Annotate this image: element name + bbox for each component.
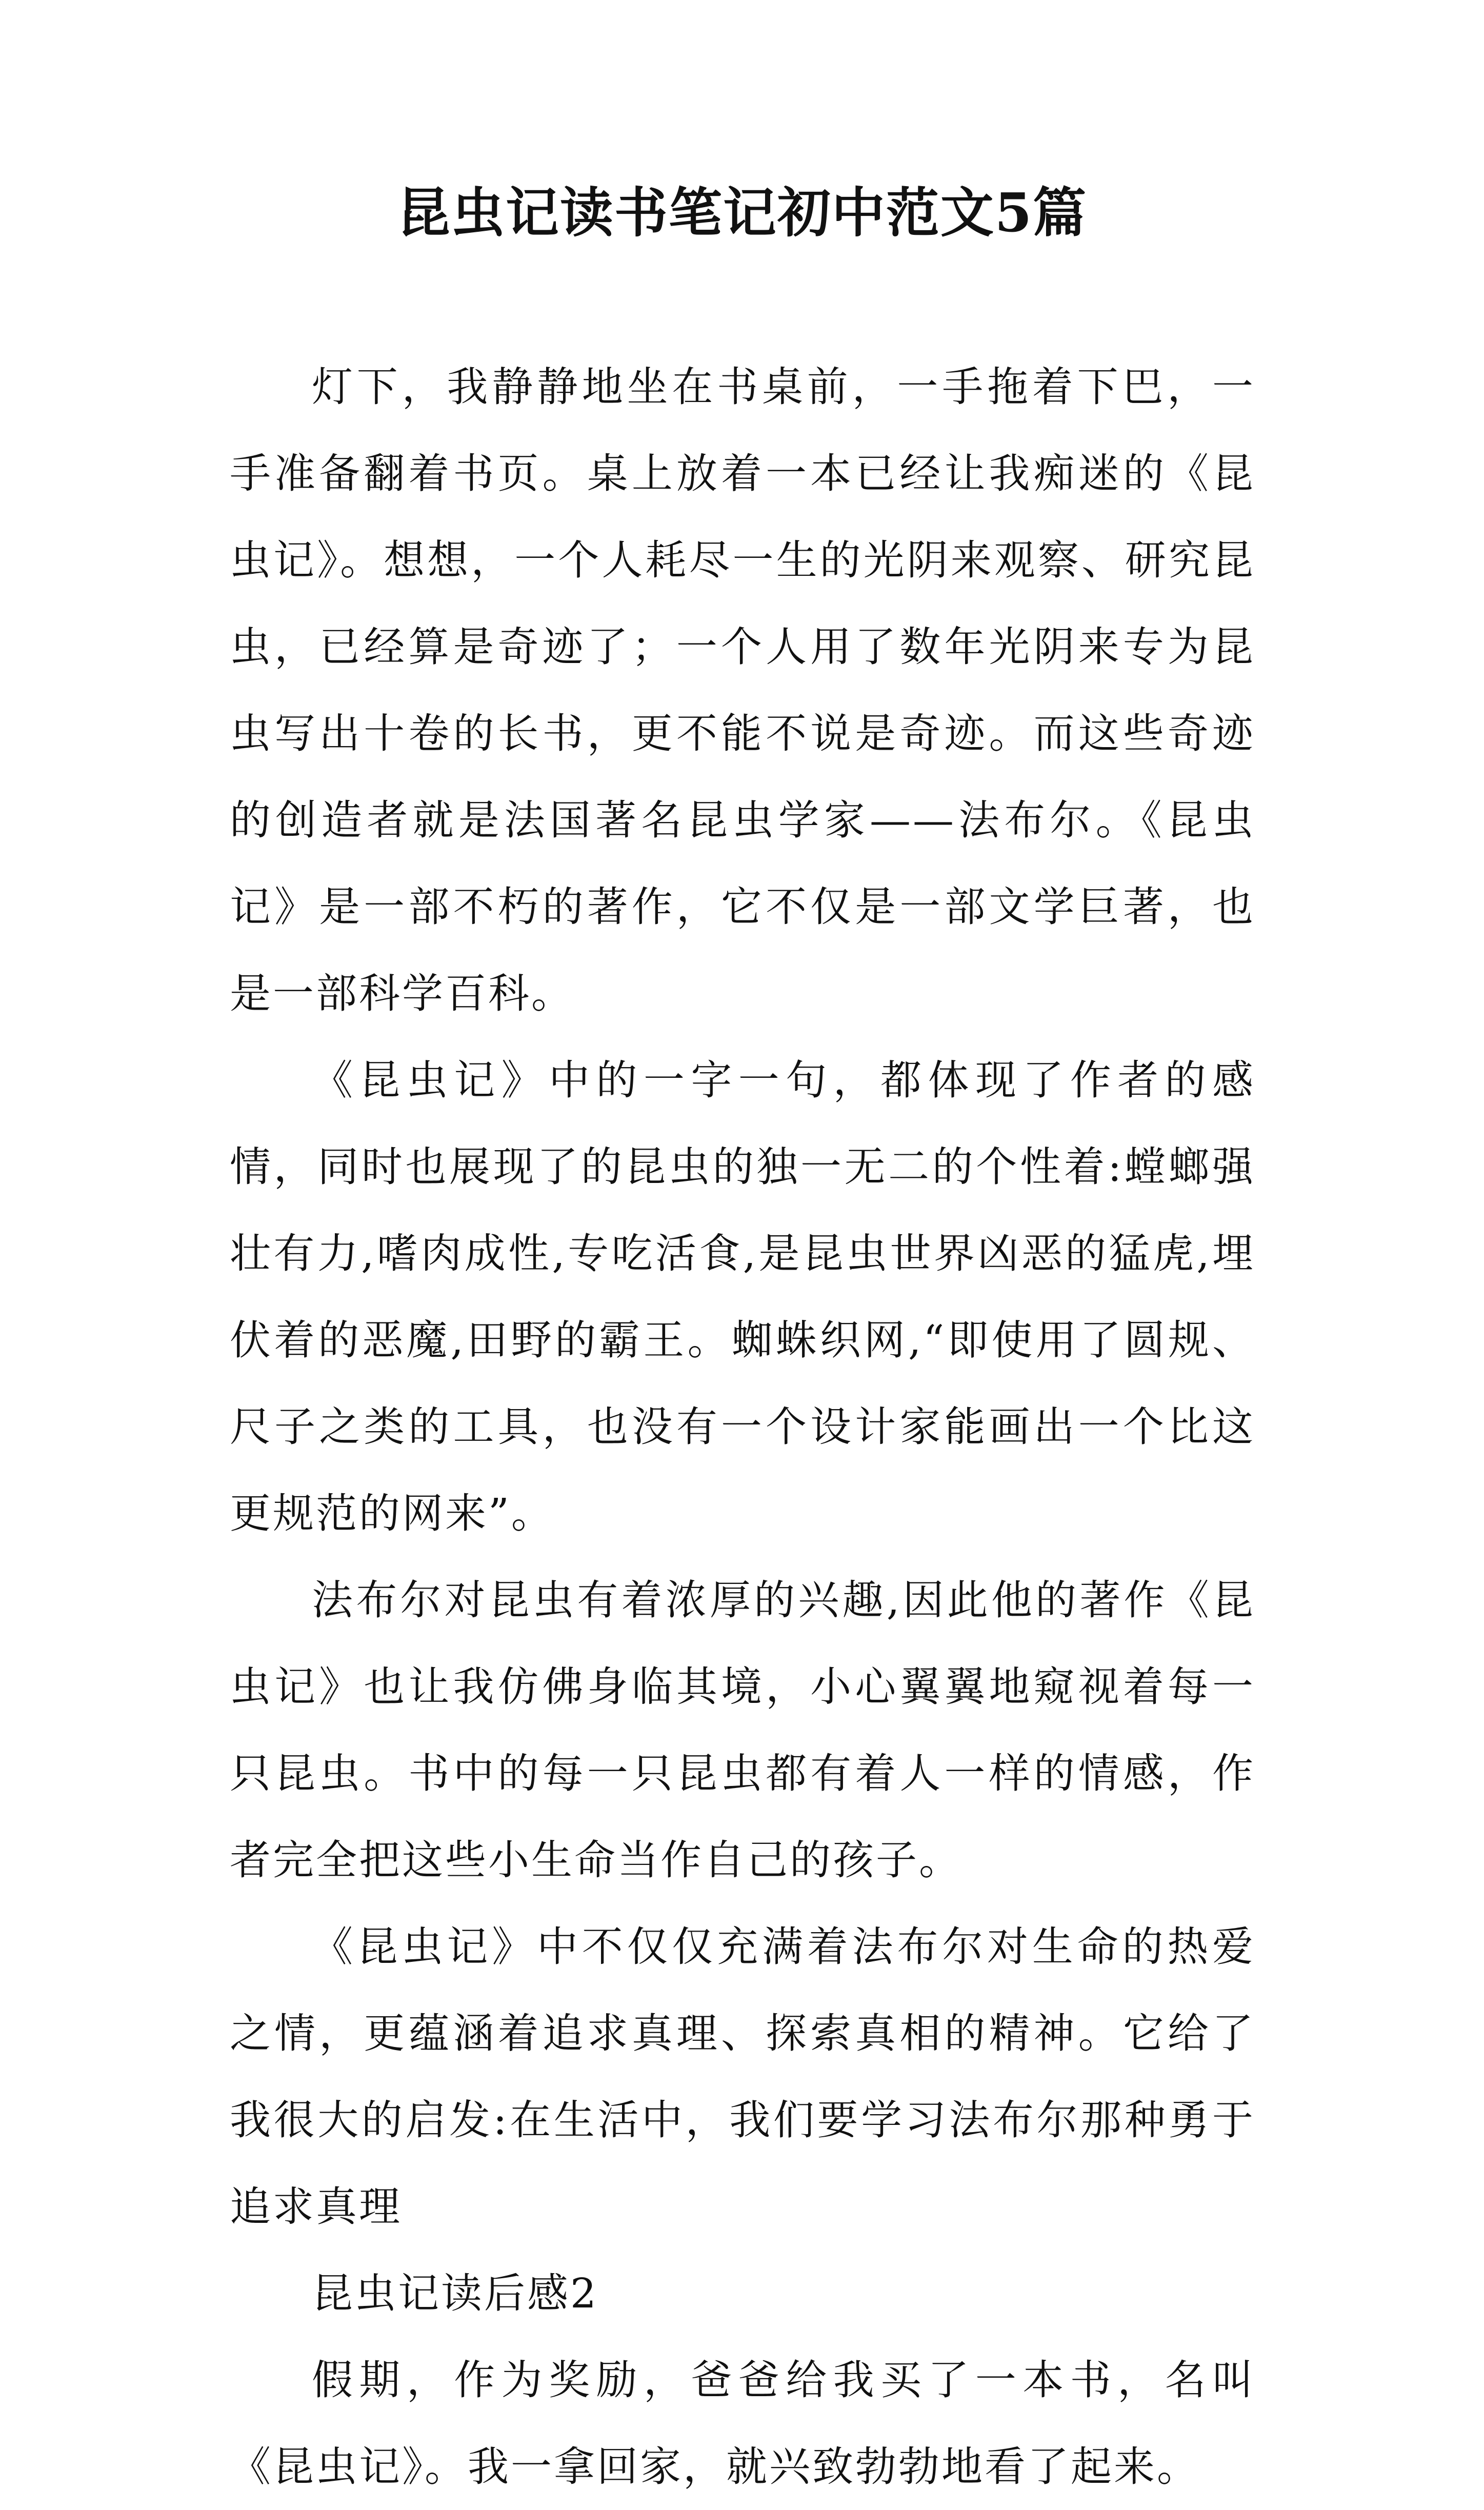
section-heading: 昆虫记读后感2 (312, 2270, 598, 2317)
document-body (230, 344, 1255, 2510)
paragraph: 《昆虫记》中不仅仅充满着法布尔对生命的热爱之情，更蕴涵着追求真理、探索真相的精神。它给了我很大的启发:在生活中，我们要学习法布尔那种勇于追求真理 (230, 1923, 1255, 2231)
paragraph: 法布尔对昆虫有着浓厚的兴趣,因此他的著作《昆虫记》也让我仿佛身临其境，小心翼翼地窥视着每一只昆虫。书中的每一只昆虫都有着人一样的情感，作者完全把这些小生命当作自己的孩子。 (230, 1576, 1255, 1884)
paragraph: 《昆虫记》中的一字一句，都体现了作者的感情，同时也展现了的昆虫的独一无二的个性着:螳螂强壮有力,嗜肉成性,专吃活食,是昆虫世界凶恶的猛虎,埋伏着的恶魔,田野的霸王。蜘蛛织网,“即使用了圆规、尺子之类的工具，也没有一个设计家能画出一个比这更规范的网来”。 (230, 1056, 1255, 1537)
paragraph: 假期，作为奖励，爸爸给我买了一本书，名叫《昆虫记》。我一拿回家，就兴致勃勃地看了起来。 (230, 2356, 1255, 2491)
paragraph: 灯下，我静静地坐在书桌前，一手拖着下巴，一手准备翻着书页。桌上放着一本已经让我痴迷的《昆虫记》。想想，一个人耗尽一生的光阴来观察、研究昆虫，已经算是奇迹了；一个人用了数年光阴来专为昆虫写出十卷的长书，更不能不说是奇迹。而这些奇迹的创造者就是法国著名昆虫学家——法布尔。《昆虫记》是一部不朽的著作，它不仅是一部文学巨著，也是一部科学百科。 (230, 363, 1255, 1017)
document-title: 昆虫记读书笔记初中范文5篇 (396, 181, 1088, 244)
